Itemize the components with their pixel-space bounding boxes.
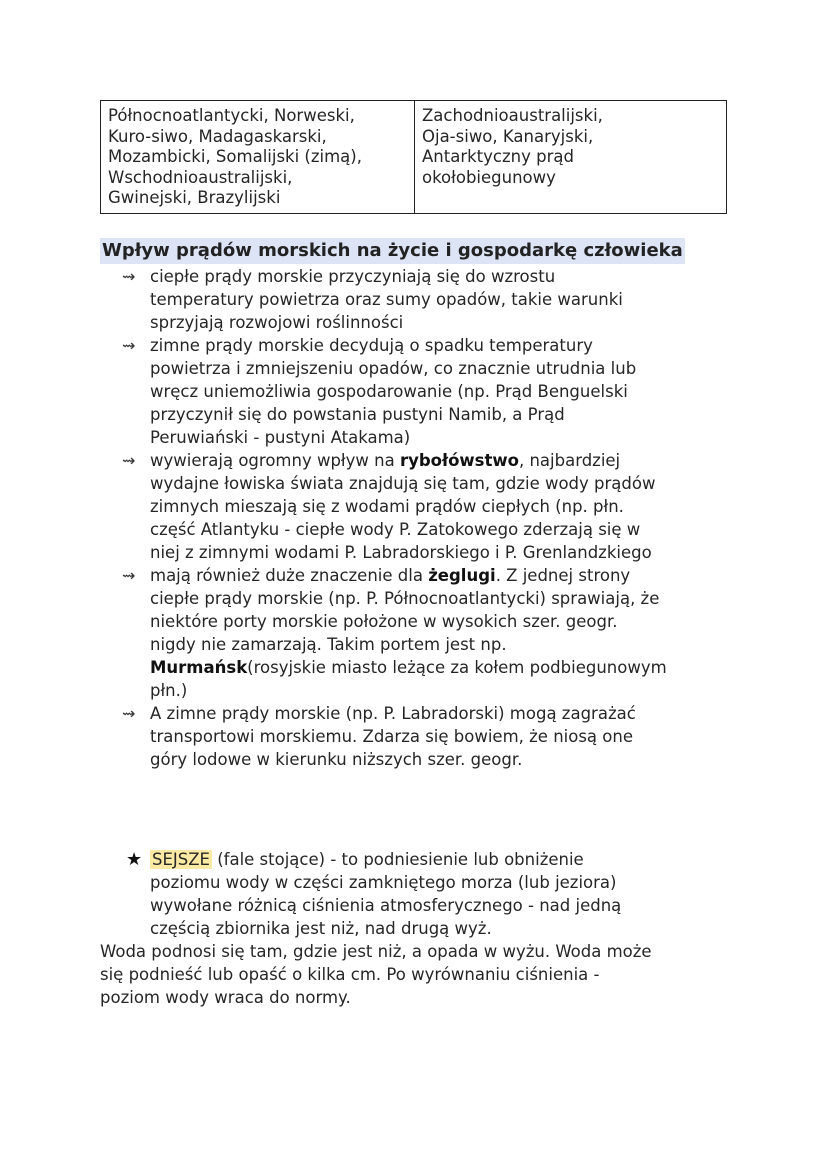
text-run: (rosyjskie miasto leżące za kołem podbiegunowym <box>247 658 667 677</box>
text-line: ciepłe prądy morskie przyczyniają się do wzrostu <box>150 267 556 286</box>
squiggle-arrow-icon: ⇝ <box>122 451 136 470</box>
seiche-term: SEJSZE <box>152 850 210 869</box>
star-icon: ★ <box>126 849 143 870</box>
text-line: poziomu wody w części zamkniętego morza (lub jeziora) <box>150 873 617 892</box>
text-run: wywierają ogromny wpływ na <box>150 451 400 470</box>
text-line: ciepłe prądy morskie (np. P. Północnoatlantycki) sprawiają, że <box>150 589 660 608</box>
text-line: wręcz uniemożliwia gospodarowanie (np. Prąd Benguelski <box>150 382 628 401</box>
section-heading: Wpływ prądów morskich na życie i gospodarkę człowieka <box>100 238 685 264</box>
table-row <box>101 101 727 214</box>
text-line: powietrza i zmniejszeniu opadów, co znacznie utrudnia lub <box>150 359 637 378</box>
text-line: wydajne łowiska świata znajdują się tam, gdzie wody prądów <box>150 474 656 493</box>
text-line <box>150 449 655 472</box>
cell-line: Mozambicki, Somalijski (zimą), <box>108 147 362 166</box>
text-line: się podnieść lub opaść o kilka cm. Po wyrównaniu ciśnienia - <box>100 965 600 984</box>
text-line: Woda podnosi się tam, gdzie jest niż, a opada w wyżu. Woda może <box>100 942 652 961</box>
cell-line: Kuro-siwo, Madagaskarski, <box>108 126 327 146</box>
bullet-text <box>150 702 636 771</box>
bullet-list <box>122 265 762 771</box>
text-line: część Atlantyku - ciepłe wody P. Zatokowego zderzają się w <box>150 520 641 539</box>
bullet-text <box>150 564 667 702</box>
list-item <box>122 449 762 564</box>
text-line: A zimne prądy morskie (np. P. Labradorski) mogą zagrażać <box>150 704 636 723</box>
text-run: mają również duże znaczenie dla <box>150 566 429 585</box>
cell-line: okołobiegunowy <box>422 167 556 187</box>
text-run: , najbardziej <box>518 451 621 470</box>
cell-line: Oja-siwo, Kanaryjski, <box>422 126 594 146</box>
list-item <box>122 265 762 334</box>
cell-line: Północnoatlantycki, Norweski, <box>108 106 355 125</box>
bullet-text <box>150 265 623 334</box>
text-line: Peruwiański - pustyni Atakama) <box>150 428 411 447</box>
bullet-text <box>150 334 636 449</box>
text-line: zimnych mieszają się z wodami prądów ciepłych (np. płn. <box>150 497 624 516</box>
text-line: nigdy nie zamarzają. Takim portem jest np. <box>150 635 507 654</box>
squiggle-arrow-icon: ⇝ <box>122 566 136 585</box>
cell-line: Zachodnioaustralijski, <box>422 106 603 125</box>
text-line <box>150 848 621 871</box>
warm-currents-cell <box>101 101 415 214</box>
text-line: niektóre porty morskie położone w wysokich szer. geogr. <box>150 612 618 631</box>
seiche-text <box>150 848 621 940</box>
keyword-fishing: rybołówstwo <box>399 451 519 470</box>
seiche-definition <box>126 848 766 940</box>
keyword-murmansk: Murmańsk <box>150 658 248 677</box>
cell-line: Gwinejski, Brazylijski <box>108 188 281 207</box>
text-run: . Z jednej strony <box>495 566 631 585</box>
text-line: częścią zbiornika jest niż, nad drugą wyż. <box>150 919 492 938</box>
cold-currents-cell <box>415 101 727 214</box>
bullet-text <box>150 449 655 564</box>
text-line: góry lodowe w kierunku niższych szer. geogr. <box>150 750 523 769</box>
text-line: poziom wody wraca do normy. <box>100 988 351 1007</box>
keyword-navigation: żeglugi <box>428 566 496 585</box>
cell-line: Wschodnioaustralijski, <box>108 167 293 187</box>
text-line: przyczynił się do powstania pustyni Namib, a Prąd <box>150 405 565 424</box>
text-line: niej z zimnymi wodami P. Labradorskiego i P. Grenlandzkiego <box>150 543 652 562</box>
cell-line: Antarktyczny prąd <box>422 147 574 166</box>
squiggle-arrow-icon: ⇝ <box>122 267 136 286</box>
closing-paragraph <box>100 940 780 1009</box>
ocean-currents-table <box>100 100 727 214</box>
text-line: sprzyjają rozwojowi roślinności <box>150 313 404 332</box>
text-line: zimne prądy morskie decydują o spadku temperatury <box>150 336 593 355</box>
text-run: (fale stojące) - to podniesienie lub obniżenie <box>211 850 584 869</box>
text-line <box>150 564 667 587</box>
text-line: wywołane różnicą ciśnienia atmosferycznego - nad jedną <box>150 896 622 915</box>
squiggle-arrow-icon: ⇝ <box>122 704 136 723</box>
list-item <box>122 564 762 702</box>
list-item <box>122 334 762 449</box>
text-line <box>150 656 667 679</box>
list-item <box>122 702 762 771</box>
text-line: transportowi morskiemu. Zdarza się bowiem, że niosą one <box>150 727 633 746</box>
text-line: płn.) <box>150 681 188 700</box>
squiggle-arrow-icon: ⇝ <box>122 336 136 355</box>
text-line: temperatury powietrza oraz sumy opadów, takie warunki <box>150 290 623 309</box>
